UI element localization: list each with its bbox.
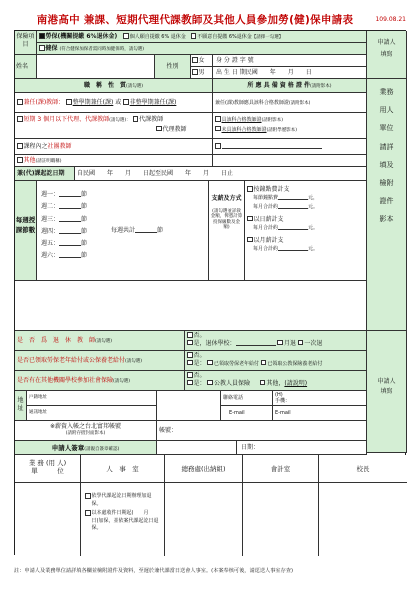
right-col-g: 證件 bbox=[379, 197, 394, 206]
choose-one-note: 【請擇一勾選】 bbox=[251, 35, 284, 40]
footer-note: 註：申請人及業務單位請詳填各欄並檢附證件及資料，至遲於兼代課當日送會人事室。(本案奉核可後，請逕送人事室存查) bbox=[14, 568, 293, 574]
monthly-pension-label: 月退 bbox=[283, 339, 296, 347]
daily-monthly-unit: 元。 bbox=[308, 225, 319, 232]
monthly-est-field[interactable] bbox=[278, 245, 308, 251]
short-term-label: 短期 3 個月以下代理、代課教師 bbox=[23, 116, 110, 123]
payment-method-title: 支薪及方式 bbox=[211, 195, 242, 202]
tuesday-unit: 節 bbox=[81, 203, 88, 211]
note2-checkbox[interactable] bbox=[85, 510, 91, 516]
full-semester-label: 整學期兼任(課) bbox=[72, 99, 114, 106]
saturday-label: 週六： bbox=[41, 252, 60, 260]
retired-label: 是 否 爲 退 休 教 師 bbox=[17, 337, 96, 344]
daily-checkbox[interactable] bbox=[247, 216, 253, 222]
payment-method-label bbox=[209, 181, 245, 281]
saturday-field[interactable] bbox=[59, 252, 81, 258]
hourly-monthly-unit: 元。 bbox=[308, 204, 319, 211]
note1-text: 依學代課起訖日期辦理加退保。 bbox=[91, 493, 152, 507]
docs-other bbox=[213, 155, 367, 167]
bank-label-cell bbox=[15, 421, 157, 441]
hourly-rate-unit: 元， bbox=[308, 195, 319, 202]
unqualified-checkbox[interactable] bbox=[215, 126, 221, 132]
domicile-field[interactable] bbox=[27, 391, 157, 406]
club-prefix: 課程內之 bbox=[23, 143, 48, 150]
short-term-checkbox[interactable] bbox=[17, 116, 23, 122]
wednesday-label: 週三： bbox=[41, 215, 60, 223]
club-checkbox[interactable] bbox=[17, 143, 23, 149]
spacer-area bbox=[15, 281, 367, 331]
email-field[interactable] bbox=[273, 406, 367, 421]
right-col-c: 單位 bbox=[379, 124, 394, 133]
applicant-label: 申請人 bbox=[377, 39, 396, 46]
other-ins-checkbox[interactable] bbox=[260, 380, 266, 386]
monthly-checkbox[interactable] bbox=[247, 237, 253, 243]
note1-checkbox[interactable] bbox=[85, 493, 91, 499]
duty-short-term bbox=[15, 113, 213, 139]
id-number-label: 身 分 證 字 號 bbox=[216, 57, 254, 64]
bank-label: ※薪資入帳之台北富邦帳號 bbox=[49, 423, 122, 430]
applicant-fill-cell-2 bbox=[367, 331, 407, 453]
form-version-date: 109.08.21 bbox=[375, 16, 406, 23]
docs-header-text: 所 應 具 備 資 格 證 件 bbox=[247, 82, 311, 89]
approval-unit-label: 業 務 (用 人) bbox=[28, 459, 67, 467]
home-phone-label: (H) bbox=[275, 392, 283, 398]
lump-sum-label: 一次退 bbox=[304, 339, 323, 347]
club-docs-checkbox[interactable] bbox=[215, 143, 221, 149]
female-option[interactable] bbox=[191, 55, 213, 67]
short-term-note: (請勾選)： bbox=[109, 118, 131, 123]
date-range-field[interactable] bbox=[75, 167, 367, 181]
monday-field[interactable] bbox=[59, 191, 81, 197]
retired-answer bbox=[185, 331, 367, 351]
health-label: 健保 bbox=[45, 45, 58, 52]
approval-principal-box[interactable] bbox=[319, 483, 407, 556]
signature-label-cell bbox=[15, 441, 157, 455]
birth-date-field[interactable] bbox=[213, 67, 367, 79]
domicile-label: 戶籍地址 bbox=[29, 395, 47, 400]
right-col-f: 檢附 bbox=[379, 178, 394, 187]
bank-account-label: 帳號： bbox=[159, 427, 178, 434]
labor-checkbox[interactable] bbox=[39, 33, 45, 39]
old-age-note: (請勾選) bbox=[125, 359, 143, 364]
docs-part-time bbox=[213, 93, 367, 113]
header bbox=[14, 8, 406, 30]
signature-field[interactable] bbox=[157, 441, 237, 455]
health-checkbox[interactable] bbox=[39, 45, 45, 51]
self-contrib-checkbox[interactable] bbox=[123, 33, 129, 39]
partial-semester-checkbox[interactable] bbox=[123, 99, 129, 105]
other-ins-note: (請說明) bbox=[284, 379, 308, 387]
other-insurance-note: (請勾選) bbox=[113, 379, 131, 384]
approval-hr: 人 事 室 bbox=[81, 455, 165, 483]
labor-old-checkbox[interactable] bbox=[207, 360, 213, 366]
phone-field[interactable] bbox=[273, 391, 367, 406]
retired-no-label: 否。 bbox=[193, 332, 206, 339]
docs-short-term bbox=[213, 113, 367, 139]
approval-unit bbox=[15, 455, 81, 483]
docs-club bbox=[213, 139, 367, 155]
right-col-h: 影本 bbox=[379, 215, 394, 224]
name-label: 姓名 bbox=[15, 55, 37, 79]
email-label-cell bbox=[221, 406, 273, 421]
monthly-est-unit: 元。 bbox=[308, 246, 319, 253]
applicant-fill-cell bbox=[367, 31, 407, 79]
hourly-monthly-label: 每月合計約 bbox=[253, 204, 279, 211]
approval-general: 總務處(出納組) bbox=[165, 455, 243, 483]
bank-note: (請附存摺封面影本) bbox=[65, 430, 106, 436]
other-insurance-question bbox=[15, 371, 185, 391]
insurance-label bbox=[15, 31, 37, 55]
address-blank bbox=[157, 391, 221, 421]
club-label: 社團教師 bbox=[47, 143, 72, 150]
right-col-b: 用人 bbox=[379, 106, 394, 115]
tuesday-label: 週二： bbox=[41, 203, 60, 211]
friday-unit: 節 bbox=[81, 240, 88, 248]
duty-header-note: (請勾選) bbox=[126, 84, 144, 89]
part-time-docs-text: 兼任(課)教師應具該科合格教師證 bbox=[215, 100, 289, 106]
wednesday-field[interactable] bbox=[59, 216, 81, 222]
lump-sum-checkbox[interactable] bbox=[298, 340, 304, 346]
tuesday-field[interactable] bbox=[59, 203, 81, 209]
retired-school-field[interactable] bbox=[236, 340, 276, 346]
public-old-checkbox[interactable] bbox=[261, 360, 267, 366]
approval-principal: 校長 bbox=[319, 455, 407, 483]
health-row bbox=[37, 43, 367, 55]
health-note: (符合健保加保者需同時加健保時，請勾選) bbox=[59, 47, 144, 52]
hourly-label: 按鐘點費計支 bbox=[253, 186, 290, 193]
weekly-total-field[interactable] bbox=[135, 227, 157, 233]
unqualified-label: 未具該科合格教師證 bbox=[221, 126, 267, 133]
insurance-options-row bbox=[37, 31, 367, 43]
approval-accounting-box[interactable] bbox=[243, 483, 319, 556]
weekly-total-label: 每週共計 bbox=[111, 227, 136, 234]
other-ins-no-checkbox[interactable] bbox=[187, 372, 193, 378]
full-semester-checkbox[interactable] bbox=[66, 99, 72, 105]
date-range-label: 兼(代)課起訖日期 bbox=[15, 167, 75, 181]
business-unit-column bbox=[367, 79, 407, 331]
weekly-hours-label: 每週授課節數 bbox=[15, 181, 37, 281]
weekly-hours-grid bbox=[37, 181, 209, 281]
signature-note: (請親自簽章確認) bbox=[84, 447, 120, 452]
club-docs-field[interactable] bbox=[222, 143, 322, 149]
docs-header-note: (請附影本) bbox=[310, 84, 332, 89]
substitute-label: 代課教師 bbox=[139, 116, 164, 123]
hourly-rate-label: 每節鐘點費 bbox=[253, 195, 279, 202]
approval-unit-label-2: 單 位 bbox=[31, 467, 64, 476]
email-label: E-mail bbox=[229, 410, 245, 416]
address-label: 地址 bbox=[15, 391, 27, 421]
phone-label-cell bbox=[221, 391, 273, 406]
applicant-label-2: 申請人 bbox=[377, 378, 396, 385]
other-ins-no-label: 否。 bbox=[193, 372, 206, 379]
email-field-label: E-mail bbox=[275, 410, 291, 416]
form-table bbox=[14, 30, 406, 555]
other-duty-checkbox[interactable] bbox=[17, 157, 23, 163]
female-checkbox[interactable] bbox=[192, 57, 198, 63]
other-ins-yes-label: 是： bbox=[193, 379, 206, 387]
signature-date-field[interactable] bbox=[237, 441, 367, 455]
labor-old-label: 已領取勞保老年給付 bbox=[213, 360, 259, 367]
monday-unit: 節 bbox=[81, 191, 88, 198]
old-age-no-checkbox[interactable] bbox=[187, 352, 193, 358]
part-time-label: 兼任(課)教師： bbox=[23, 99, 65, 106]
wednesday-unit: 節 bbox=[81, 215, 88, 223]
unqualified-note: (請附學歷影本) bbox=[266, 127, 298, 133]
other-ins-label: 其他， bbox=[266, 379, 285, 387]
name-field[interactable] bbox=[37, 55, 155, 79]
thursday-field[interactable] bbox=[59, 228, 81, 234]
signature-date-label: 日期： bbox=[241, 444, 260, 451]
duty-other bbox=[15, 155, 213, 167]
monthly-est-label: 每月合計約 bbox=[253, 246, 279, 253]
qualified-label: 具該科合格教師證 bbox=[221, 117, 262, 123]
daily-monthly-field[interactable] bbox=[278, 224, 308, 230]
male-option[interactable] bbox=[191, 67, 213, 79]
friday-label: 週五： bbox=[41, 240, 60, 248]
other-insurance-label: 是否有在其他機關學校參加社會保險 bbox=[17, 377, 114, 384]
insurance-label-text: 保險項目 bbox=[16, 33, 35, 48]
right-col-d: 請詳 bbox=[379, 142, 394, 151]
approval-general-box[interactable] bbox=[165, 483, 243, 556]
daily-monthly-label: 每月合計約 bbox=[253, 225, 279, 232]
sex-label: 性別 bbox=[155, 55, 191, 79]
saturday-unit: 節 bbox=[81, 252, 88, 260]
qualified-checkbox[interactable] bbox=[215, 116, 221, 122]
part-time-checkbox[interactable] bbox=[17, 99, 23, 105]
old-age-no-label: 否。 bbox=[193, 352, 206, 359]
old-age-answer bbox=[185, 351, 367, 371]
signature-label: 申請人簽章 bbox=[51, 444, 85, 452]
old-age-label: 是否已領取勞保老年給付或公保養老給付 bbox=[17, 357, 126, 364]
duty-header-text: 職 稱 性 質 bbox=[83, 82, 126, 89]
male-checkbox[interactable] bbox=[192, 69, 198, 75]
other-insurance-answer bbox=[185, 371, 367, 391]
substitute-checkbox[interactable] bbox=[133, 116, 139, 122]
right-col-a: 業務 bbox=[379, 88, 394, 96]
daily-label: 以日薪計支 bbox=[253, 215, 284, 223]
payment-method-note: (請勾選並詳敘金額，俾憑計算投保級數及金額) bbox=[210, 208, 243, 231]
no-self-contrib-label: 不願意自提繳 6%退休金 bbox=[197, 34, 252, 40]
thursday-label: 週四： bbox=[41, 227, 60, 235]
retired-yes-label: 是，退休學校： bbox=[193, 339, 236, 347]
acting-label: 代理教師 bbox=[162, 125, 187, 133]
old-age-yes-checkbox[interactable] bbox=[187, 360, 193, 366]
old-age-yes-label: 是： bbox=[193, 359, 206, 367]
hourly-monthly-field[interactable] bbox=[278, 203, 308, 209]
acting-checkbox[interactable] bbox=[156, 126, 162, 132]
other-duty-label: 其他 bbox=[23, 157, 36, 164]
friday-field[interactable] bbox=[59, 240, 81, 246]
thursday-unit: 節 bbox=[81, 227, 88, 235]
mobile-label: 手機： bbox=[275, 398, 291, 405]
monthly-pension-checkbox[interactable] bbox=[277, 340, 283, 346]
hourly-checkbox[interactable] bbox=[247, 186, 253, 192]
duty-club bbox=[15, 139, 213, 155]
monday-label: 週一： bbox=[41, 191, 60, 198]
duty-part-time bbox=[15, 93, 213, 113]
weekly-total-unit: 節 bbox=[157, 227, 164, 234]
duty-header bbox=[15, 79, 213, 93]
mailing-label: 通訊地址 bbox=[29, 410, 47, 415]
no-self-contrib-checkbox[interactable] bbox=[191, 33, 197, 39]
old-age-question bbox=[15, 351, 185, 371]
note2-text: 以本處收件日期起( 月 日)加保，並依案代課起訖日退保。 bbox=[91, 510, 159, 531]
approval-accounting: 會計室 bbox=[243, 455, 319, 483]
mailing-field[interactable] bbox=[27, 406, 157, 421]
public-old-label: 已領取公教保險養老給付 bbox=[267, 360, 323, 367]
fill-label: 填寫 bbox=[380, 50, 393, 58]
or-label: 或 bbox=[115, 99, 122, 106]
retired-note: (請勾選) bbox=[95, 339, 113, 344]
date-range-text: 自民國 年 月 日起至民國 年 月 日止 bbox=[77, 170, 234, 177]
retired-no-checkbox[interactable] bbox=[187, 332, 193, 338]
female-label: 女 bbox=[198, 57, 205, 64]
male-label: 男 bbox=[198, 69, 205, 76]
hourly-rate-field[interactable] bbox=[278, 194, 308, 200]
other-duty-note: (請註明職稱) bbox=[35, 159, 62, 164]
payment-options bbox=[245, 181, 367, 281]
retired-yes-checkbox[interactable] bbox=[187, 340, 193, 346]
qualified-note: (請附影本) bbox=[261, 118, 284, 123]
form-title: 南港高中 兼課、短期代理代課教師及其他人員參加勞(健)保申請表 bbox=[36, 14, 354, 26]
partial-semester-label: 非整學期兼任(課) bbox=[129, 99, 177, 106]
bank-account-field[interactable] bbox=[157, 421, 367, 441]
birth-date-label: 出 生 日 期民國 年 月 日 bbox=[216, 69, 312, 76]
approval-hr-box bbox=[81, 483, 165, 556]
part-time-docs-note: (請附影本) bbox=[288, 101, 311, 106]
self-contrib-label: 個人願自提繳 6% 退休金 bbox=[129, 34, 186, 40]
other-ins-yes-checkbox[interactable] bbox=[187, 380, 193, 386]
labor-option-label: 勞保(機關提繳 6%退休金) bbox=[45, 33, 118, 40]
fill-label-2: 填寫 bbox=[380, 387, 393, 395]
phone-label: 聯絡電話 bbox=[223, 395, 244, 401]
public-ins-label: 公教人員保險 bbox=[213, 379, 250, 387]
id-number-field[interactable] bbox=[213, 55, 367, 67]
application-form-page bbox=[14, 8, 406, 555]
public-ins-checkbox[interactable] bbox=[207, 380, 213, 386]
right-col-e: 填及 bbox=[379, 160, 394, 169]
approval-unit-box[interactable] bbox=[15, 483, 81, 556]
retired-question bbox=[15, 331, 185, 351]
docs-header bbox=[213, 79, 367, 93]
monthly-label: 以月薪計支 bbox=[253, 236, 284, 244]
